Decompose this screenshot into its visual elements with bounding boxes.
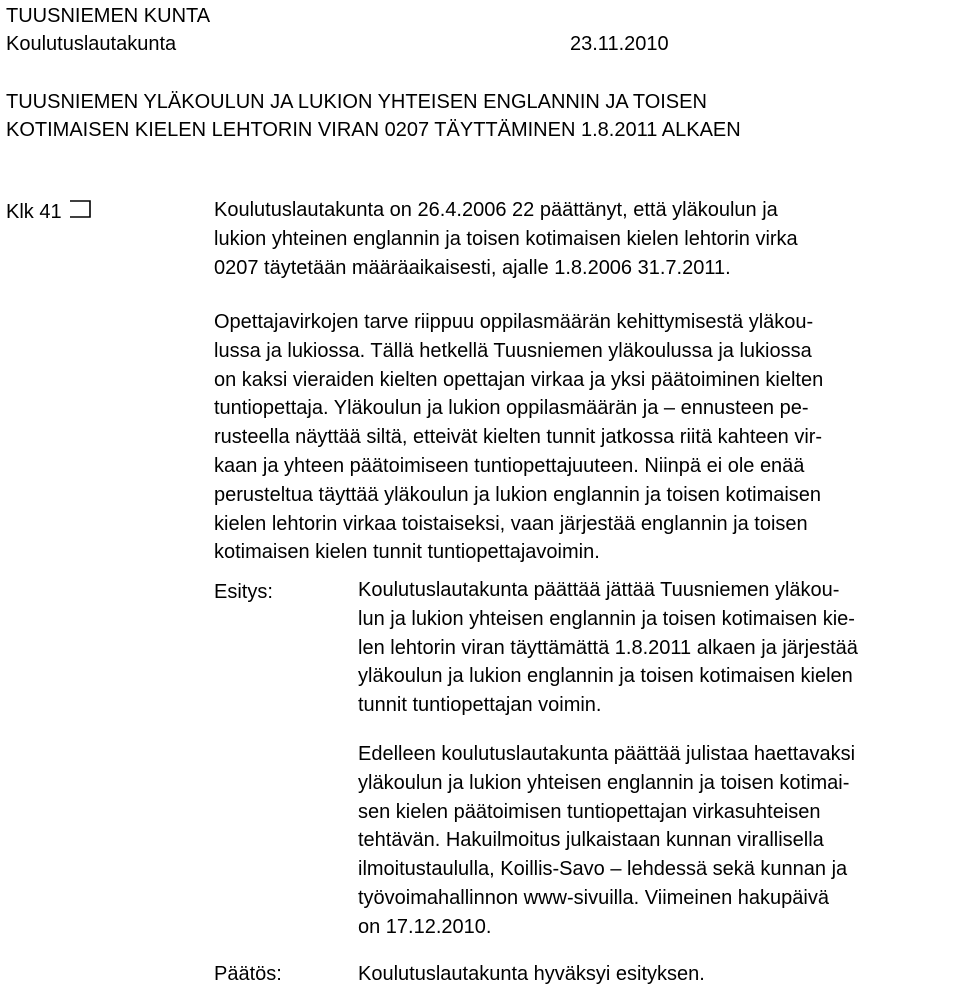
text-line: työvoimahallinnon www-sivuilla. Viimeinen hakupäivä: [358, 886, 829, 909]
background-paragraph-2: [214, 308, 823, 567]
organization-name: TUUSNIEMEN KUNTA: [6, 5, 211, 27]
text-line: ilmoitustaululla, Koillis-Savo – lehdessä sekä kunnan ja: [358, 858, 848, 881]
background-paragraph-1: [214, 196, 798, 282]
title-line-1: TUUSNIEMEN YLÄKOULUN JA LUKION YHTEISEN ENGLANNIN JA TOISEN: [6, 91, 707, 113]
text-line: lun ja lukion yhteisen englannin ja toisen kotimaisen kie-: [358, 607, 855, 630]
text-line: lukion yhteinen englannin ja toisen kotimaisen kielen lehtorin virka: [214, 227, 798, 250]
text-line: Koulutuslautakunta on 26.4.2006 22 päättänyt, että yläkoulun ja: [214, 199, 778, 221]
text-line: kaan ja yhteen päätoimiseen tuntiopettajuuteen. Niinpä ei ole enää: [214, 454, 805, 477]
decision-label: Päätös:: [214, 963, 282, 985]
proposal-label: Esitys:: [214, 581, 273, 603]
title-line-2: KOTIMAISEN KIELEN LEHTORIN VIRAN 0207 TÄYTTÄMINEN 1.8.2011 ALKAEN: [6, 119, 741, 141]
text-line: Opettajavirkojen tarve riippuu oppilasmäärän kehittymisestä yläkou-: [214, 311, 814, 333]
text-line: tuntiopettaja. Yläkoulun ja lukion oppilasmäärän ja – ennusteen pe-: [214, 397, 809, 420]
text-line: rusteella näyttää siltä, etteivät kielten tunnit jatkossa riitä kahteen vir-: [214, 426, 823, 449]
text-line: kotimaisen kielen tunnit tuntiopettajavoimin.: [214, 541, 600, 564]
text-line: len lehtorin viran täyttämättä 1.8.2011 alkaen ja järjestää: [358, 636, 858, 659]
section-sign-icon: [68, 198, 92, 220]
text-line: Edelleen koulutuslautakunta päättää julistaa haettavaksi: [358, 743, 856, 765]
text-line: kielen lehtorin virkaa toistaiseksi, vaan järjestää englannin ja toisen: [214, 512, 808, 535]
section-number: [6, 198, 92, 226]
text-line: perusteltua täyttää yläkoulun ja lukion englannin ja toisen kotimaisen: [214, 483, 822, 506]
text-line: tunnit tuntiopettajan voimin.: [358, 694, 602, 717]
proposal-paragraph-2: [358, 740, 855, 942]
text-line: on 17.12.2010.: [358, 915, 492, 938]
text-line: yläkoulun ja lukion englannin ja toisen kotimaisen kielen: [358, 665, 853, 688]
section-label: Klk 41: [6, 201, 62, 223]
text-line: on kaksi vieraiden kielten opettajan virkaa ja yksi päätoiminen kielten: [214, 368, 824, 391]
text-line: tehtävän. Hakuilmoitus julkaistaan kunnan virallisella: [358, 829, 824, 852]
text-line: yläkoulun ja lukion yhteisen englannin ja toisen kotimai-: [358, 771, 850, 794]
proposal-paragraph-1: [358, 576, 858, 720]
decision-text: Koulutuslautakunta hyväksyi esityksen.: [358, 963, 705, 985]
text-line: lussa ja lukiossa. Tällä hetkellä Tuusniemen yläkoulussa ja lukiossa: [214, 339, 812, 362]
text-line: Koulutuslautakunta päättää jättää Tuusniemen yläkou-: [358, 579, 840, 601]
committee-name: Koulutuslautakunta: [6, 33, 177, 55]
text-line: sen kielen päätoimisen tuntiopettajan virkasuhteisen: [358, 800, 821, 823]
document-date: 23.11.2010: [570, 33, 669, 55]
text-line: 0207 täytetään määräaikaisesti, ajalle 1.8.2006 31.7.2011.: [214, 256, 731, 279]
